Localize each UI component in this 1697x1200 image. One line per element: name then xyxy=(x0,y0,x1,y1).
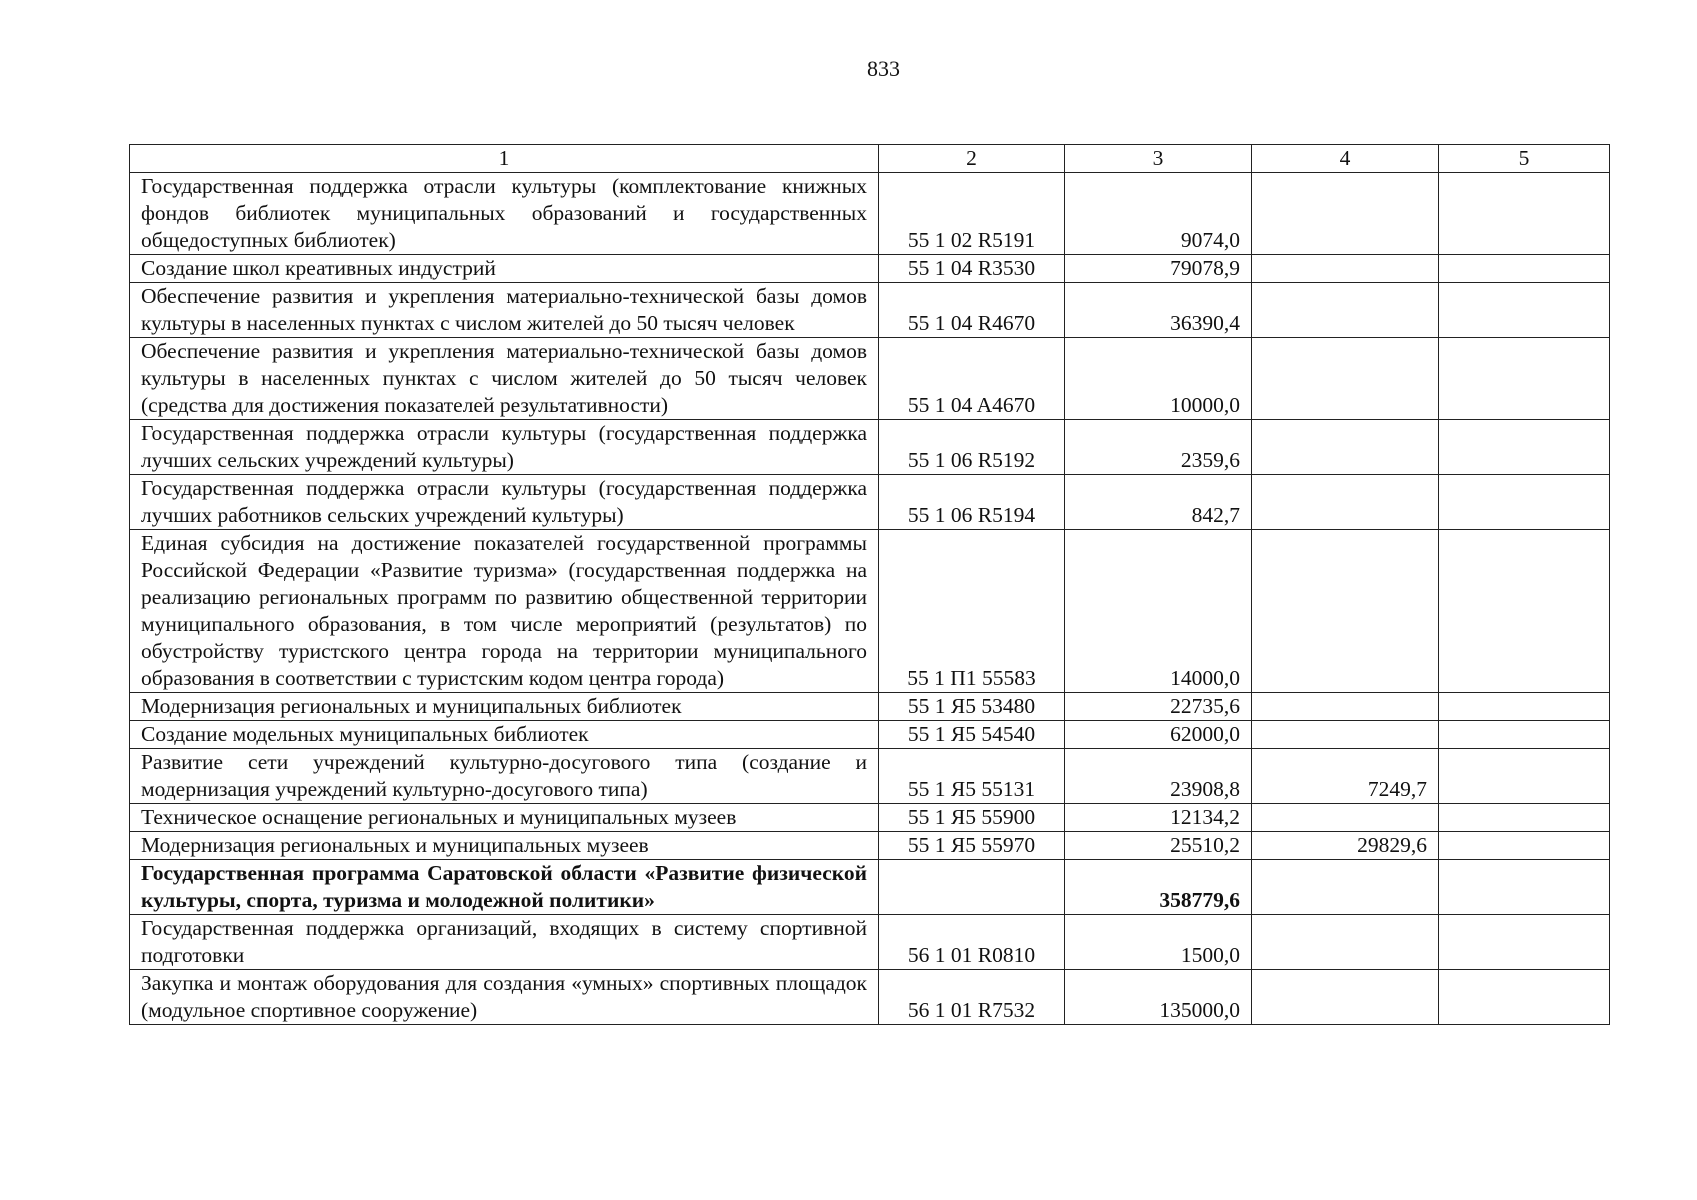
cell-col-5 xyxy=(1439,832,1610,860)
cell-name: Модернизация региональных и муниципальных библиотек xyxy=(130,693,879,721)
cell-code: 55 1 06 R5192 xyxy=(879,420,1065,475)
cell-col-4 xyxy=(1252,420,1439,475)
cell-col-3: 1500,0 xyxy=(1065,915,1252,970)
table-row xyxy=(130,721,1610,749)
cell-code xyxy=(879,860,1065,915)
header-col-1: 1 xyxy=(130,145,879,173)
cell-col-3: 79078,9 xyxy=(1065,255,1252,283)
header-col-2: 2 xyxy=(879,145,1065,173)
cell-col-5 xyxy=(1439,338,1610,420)
page-number: 833 xyxy=(867,56,900,81)
table-row xyxy=(130,475,1610,530)
cell-col-4 xyxy=(1252,475,1439,530)
cell-col-4 xyxy=(1252,255,1439,283)
cell-col-4 xyxy=(1252,530,1439,693)
table-row xyxy=(130,915,1610,970)
cell-col-4 xyxy=(1252,860,1439,915)
cell-code: 55 1 Я5 55900 xyxy=(879,804,1065,832)
cell-name: Государственная поддержка отрасли культуры (комплектование книжных фондов библиотек муниципальных образований и государственных общедоступных библиотек) xyxy=(130,173,879,255)
table-row xyxy=(130,530,1610,693)
header-col-3: 3 xyxy=(1065,145,1252,173)
cell-col-3: 22735,6 xyxy=(1065,693,1252,721)
cell-col-4 xyxy=(1252,970,1439,1025)
cell-col-3: 62000,0 xyxy=(1065,721,1252,749)
cell-col-3: 2359,6 xyxy=(1065,420,1252,475)
cell-col-4 xyxy=(1252,693,1439,721)
table-row xyxy=(130,860,1610,915)
header-col-4: 4 xyxy=(1252,145,1439,173)
table-row xyxy=(130,338,1610,420)
cell-col-3: 12134,2 xyxy=(1065,804,1252,832)
cell-col-5 xyxy=(1439,283,1610,338)
budget-table xyxy=(129,144,1610,1025)
cell-col-5 xyxy=(1439,475,1610,530)
cell-col-5 xyxy=(1439,693,1610,721)
cell-col-3: 36390,4 xyxy=(1065,283,1252,338)
cell-code: 55 1 П1 55583 xyxy=(879,530,1065,693)
cell-name: Обеспечение развития и укрепления материально-технической базы домов культуры в населенных пунктах с числом жителей до 50 тысяч человек xyxy=(130,283,879,338)
table-row xyxy=(130,749,1610,804)
cell-name: Создание школ креативных индустрий xyxy=(130,255,879,283)
table-row xyxy=(130,255,1610,283)
cell-col-4: 7249,7 xyxy=(1252,749,1439,804)
cell-name: Единая субсидия на достижение показателей государственной программы Российской Федерации «Развитие туризма» (государственная поддержка на реализацию региональных программ по развитию общественной территории муниципального образования, в том числе мероприятий (результатов) по обустройству туристского центра города на территории муниципального образования в соответствии с туристским кодом центра города) xyxy=(130,530,879,693)
cell-col-5 xyxy=(1439,255,1610,283)
cell-name: Модернизация региональных и муниципальных музеев xyxy=(130,832,879,860)
cell-col-5 xyxy=(1439,420,1610,475)
table-body xyxy=(130,173,1610,1025)
cell-col-5 xyxy=(1439,915,1610,970)
table-row xyxy=(130,804,1610,832)
cell-col-4: 29829,6 xyxy=(1252,832,1439,860)
cell-name: Государственная поддержка организаций, входящих в систему спортивной подготовки xyxy=(130,915,879,970)
cell-col-3: 25510,2 xyxy=(1065,832,1252,860)
cell-name: Создание модельных муниципальных библиотек xyxy=(130,721,879,749)
cell-code: 55 1 04 R4670 xyxy=(879,283,1065,338)
cell-col-4 xyxy=(1252,283,1439,338)
cell-col-3: 23908,8 xyxy=(1065,749,1252,804)
table-row xyxy=(130,693,1610,721)
cell-code: 55 1 Я5 54540 xyxy=(879,721,1065,749)
header-col-5: 5 xyxy=(1439,145,1610,173)
cell-col-5 xyxy=(1439,970,1610,1025)
cell-name: Государственная программа Саратовской области «Развитие физической культуры, спорта, туризма и молодежной политики» xyxy=(130,860,879,915)
cell-name: Закупка и монтаж оборудования для создания «умных» спортивных площадок (модульное спортивное сооружение) xyxy=(130,970,879,1025)
cell-col-4 xyxy=(1252,915,1439,970)
cell-col-5 xyxy=(1439,804,1610,832)
header-row xyxy=(130,145,1610,173)
cell-col-5 xyxy=(1439,530,1610,693)
cell-code: 55 1 Я5 55970 xyxy=(879,832,1065,860)
cell-col-3: 9074,0 xyxy=(1065,173,1252,255)
cell-col-5 xyxy=(1439,749,1610,804)
cell-code: 55 1 04 A4670 xyxy=(879,338,1065,420)
cell-col-5 xyxy=(1439,173,1610,255)
cell-col-4 xyxy=(1252,721,1439,749)
cell-name: Государственная поддержка отрасли культуры (государственная поддержка лучших работников сельских учреждений культуры) xyxy=(130,475,879,530)
cell-code: 55 1 Я5 55131 xyxy=(879,749,1065,804)
cell-name: Техническое оснащение региональных и муниципальных музеев xyxy=(130,804,879,832)
cell-col-4 xyxy=(1252,338,1439,420)
table-row xyxy=(130,970,1610,1025)
cell-code: 55 1 04 R3530 xyxy=(879,255,1065,283)
table-row xyxy=(130,832,1610,860)
cell-col-3: 10000,0 xyxy=(1065,338,1252,420)
cell-code: 56 1 01 R0810 xyxy=(879,915,1065,970)
table-row xyxy=(130,420,1610,475)
cell-code: 56 1 01 R7532 xyxy=(879,970,1065,1025)
cell-name: Обеспечение развития и укрепления материально-технической базы домов культуры в населенных пунктах с числом жителей до 50 тысяч человек (средства для достижения показателей результативности) xyxy=(130,338,879,420)
table-header xyxy=(130,145,1610,173)
cell-code: 55 1 02 R5191 xyxy=(879,173,1065,255)
cell-code: 55 1 06 R5194 xyxy=(879,475,1065,530)
cell-col-3: 14000,0 xyxy=(1065,530,1252,693)
cell-col-4 xyxy=(1252,804,1439,832)
cell-col-5 xyxy=(1439,721,1610,749)
cell-code: 55 1 Я5 53480 xyxy=(879,693,1065,721)
cell-name: Государственная поддержка отрасли культуры (государственная поддержка лучших сельских учреждений культуры) xyxy=(130,420,879,475)
cell-col-4 xyxy=(1252,173,1439,255)
cell-col-3: 135000,0 xyxy=(1065,970,1252,1025)
table-row xyxy=(130,173,1610,255)
cell-col-5 xyxy=(1439,860,1610,915)
table-row xyxy=(130,283,1610,338)
cell-name: Развитие сети учреждений культурно-досугового типа (создание и модернизация учреждений культурно-досугового типа) xyxy=(130,749,879,804)
cell-col-3: 842,7 xyxy=(1065,475,1252,530)
cell-col-3: 358779,6 xyxy=(1065,860,1252,915)
